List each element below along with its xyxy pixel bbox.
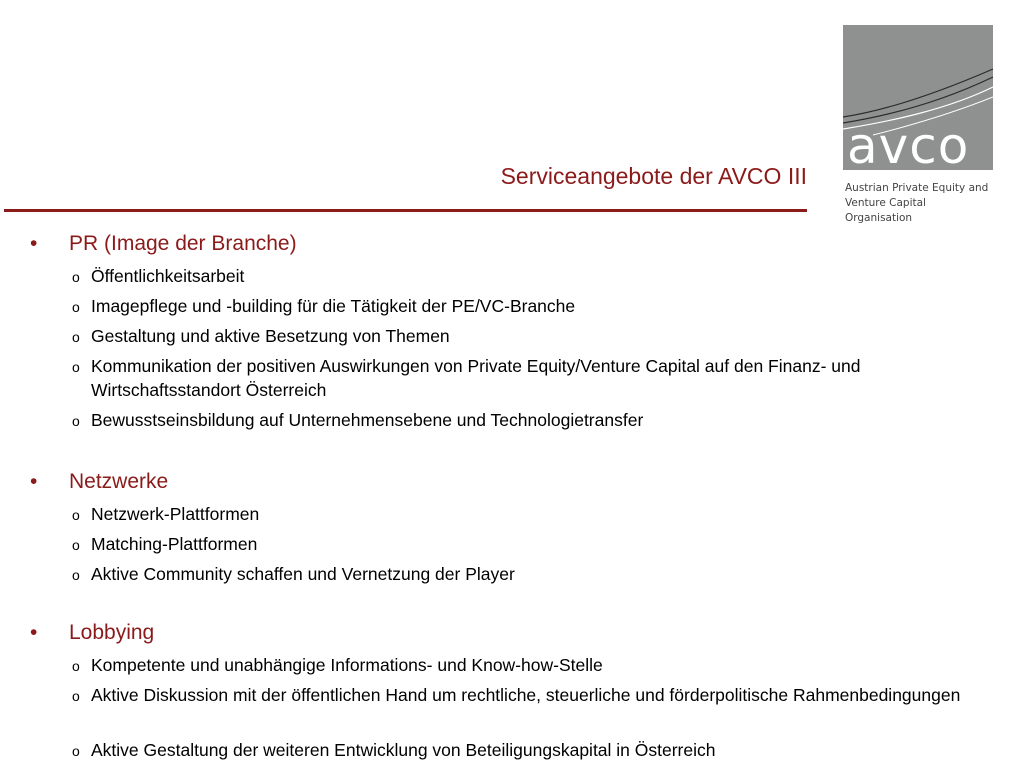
section-heading-text: Lobbying — [69, 621, 155, 644]
list-item-text: Netzwerk-Plattformen — [91, 504, 260, 524]
list-item — [72, 408, 972, 432]
list-item-text: Matching-Plattformen — [91, 534, 258, 554]
section-heading-pr — [30, 232, 297, 256]
logo-subtitle — [845, 181, 995, 226]
sub-bullet-icon: o — [72, 299, 80, 315]
list-item-text: Aktive Diskussion mit der öffentlichen Hand um rechtliche, steuerliche und förderpolitische Rahmenbedingungen — [91, 685, 961, 705]
sub-bullet-icon: o — [72, 688, 80, 704]
list-item-text: Aktive Gestaltung der weiteren Entwicklung von Beteiligungskapital in Österreich — [91, 740, 716, 760]
sub-bullet-icon: o — [72, 537, 80, 553]
bullet-icon: • — [30, 621, 38, 644]
list-item-text: Kommunikation der positiven Auswirkungen von Private Equity/Venture Capital auf den Finanz- und Wirtschaftsstandort Österreich — [91, 356, 861, 400]
list-item — [72, 683, 962, 707]
list-item — [72, 738, 972, 762]
sub-bullet-icon: o — [72, 359, 80, 375]
list-item — [72, 562, 972, 586]
sub-bullet-icon: o — [72, 413, 80, 429]
logo-wordmark: avco — [847, 117, 970, 170]
logo-subtitle-line2: Venture Capital Organisation — [845, 197, 926, 224]
slide-title: Serviceangebote der AVCO III — [500, 163, 807, 189]
sub-bullet-icon: o — [72, 329, 80, 345]
logo-box — [843, 25, 993, 170]
sub-bullet-icon: o — [72, 658, 80, 674]
list-item — [72, 294, 972, 318]
section-heading-text: Netzwerke — [69, 470, 169, 493]
avco-logo — [843, 25, 993, 224]
list-item — [72, 653, 972, 677]
sub-bullet-icon: o — [72, 743, 80, 759]
list-item-text: Bewusstseinsbildung auf Unternehmensebene und Technologietransfer — [91, 410, 644, 430]
list-item-text: Imagepflege und -building für die Tätigkeit der PE/VC-Branche — [91, 296, 576, 316]
list-item-text: Gestaltung und aktive Besetzung von Themen — [91, 326, 450, 346]
section-heading-lobbying — [30, 621, 154, 645]
list-item — [72, 264, 972, 288]
list-item-text: Kompetente und unabhängige Informations- und Know-how-Stelle — [91, 655, 603, 675]
title-divider — [4, 209, 807, 212]
list-item — [72, 324, 972, 348]
section-heading-text: PR (Image der Branche) — [69, 232, 297, 255]
list-item-text: Öffentlichkeitsarbeit — [91, 266, 245, 286]
list-item — [72, 354, 932, 402]
sub-bullet-icon: o — [72, 507, 80, 523]
list-item — [72, 502, 972, 526]
list-item-text: Aktive Community schaffen und Vernetzung der Player — [91, 564, 515, 584]
sub-bullet-icon: o — [72, 269, 80, 285]
bullet-icon: • — [30, 470, 38, 493]
logo-subtitle-line1: Austrian Private Equity and — [845, 182, 989, 194]
list-item — [72, 532, 972, 556]
bullet-icon: • — [30, 232, 38, 255]
sub-bullet-icon: o — [72, 567, 80, 583]
section-heading-netzwerke — [30, 470, 168, 494]
